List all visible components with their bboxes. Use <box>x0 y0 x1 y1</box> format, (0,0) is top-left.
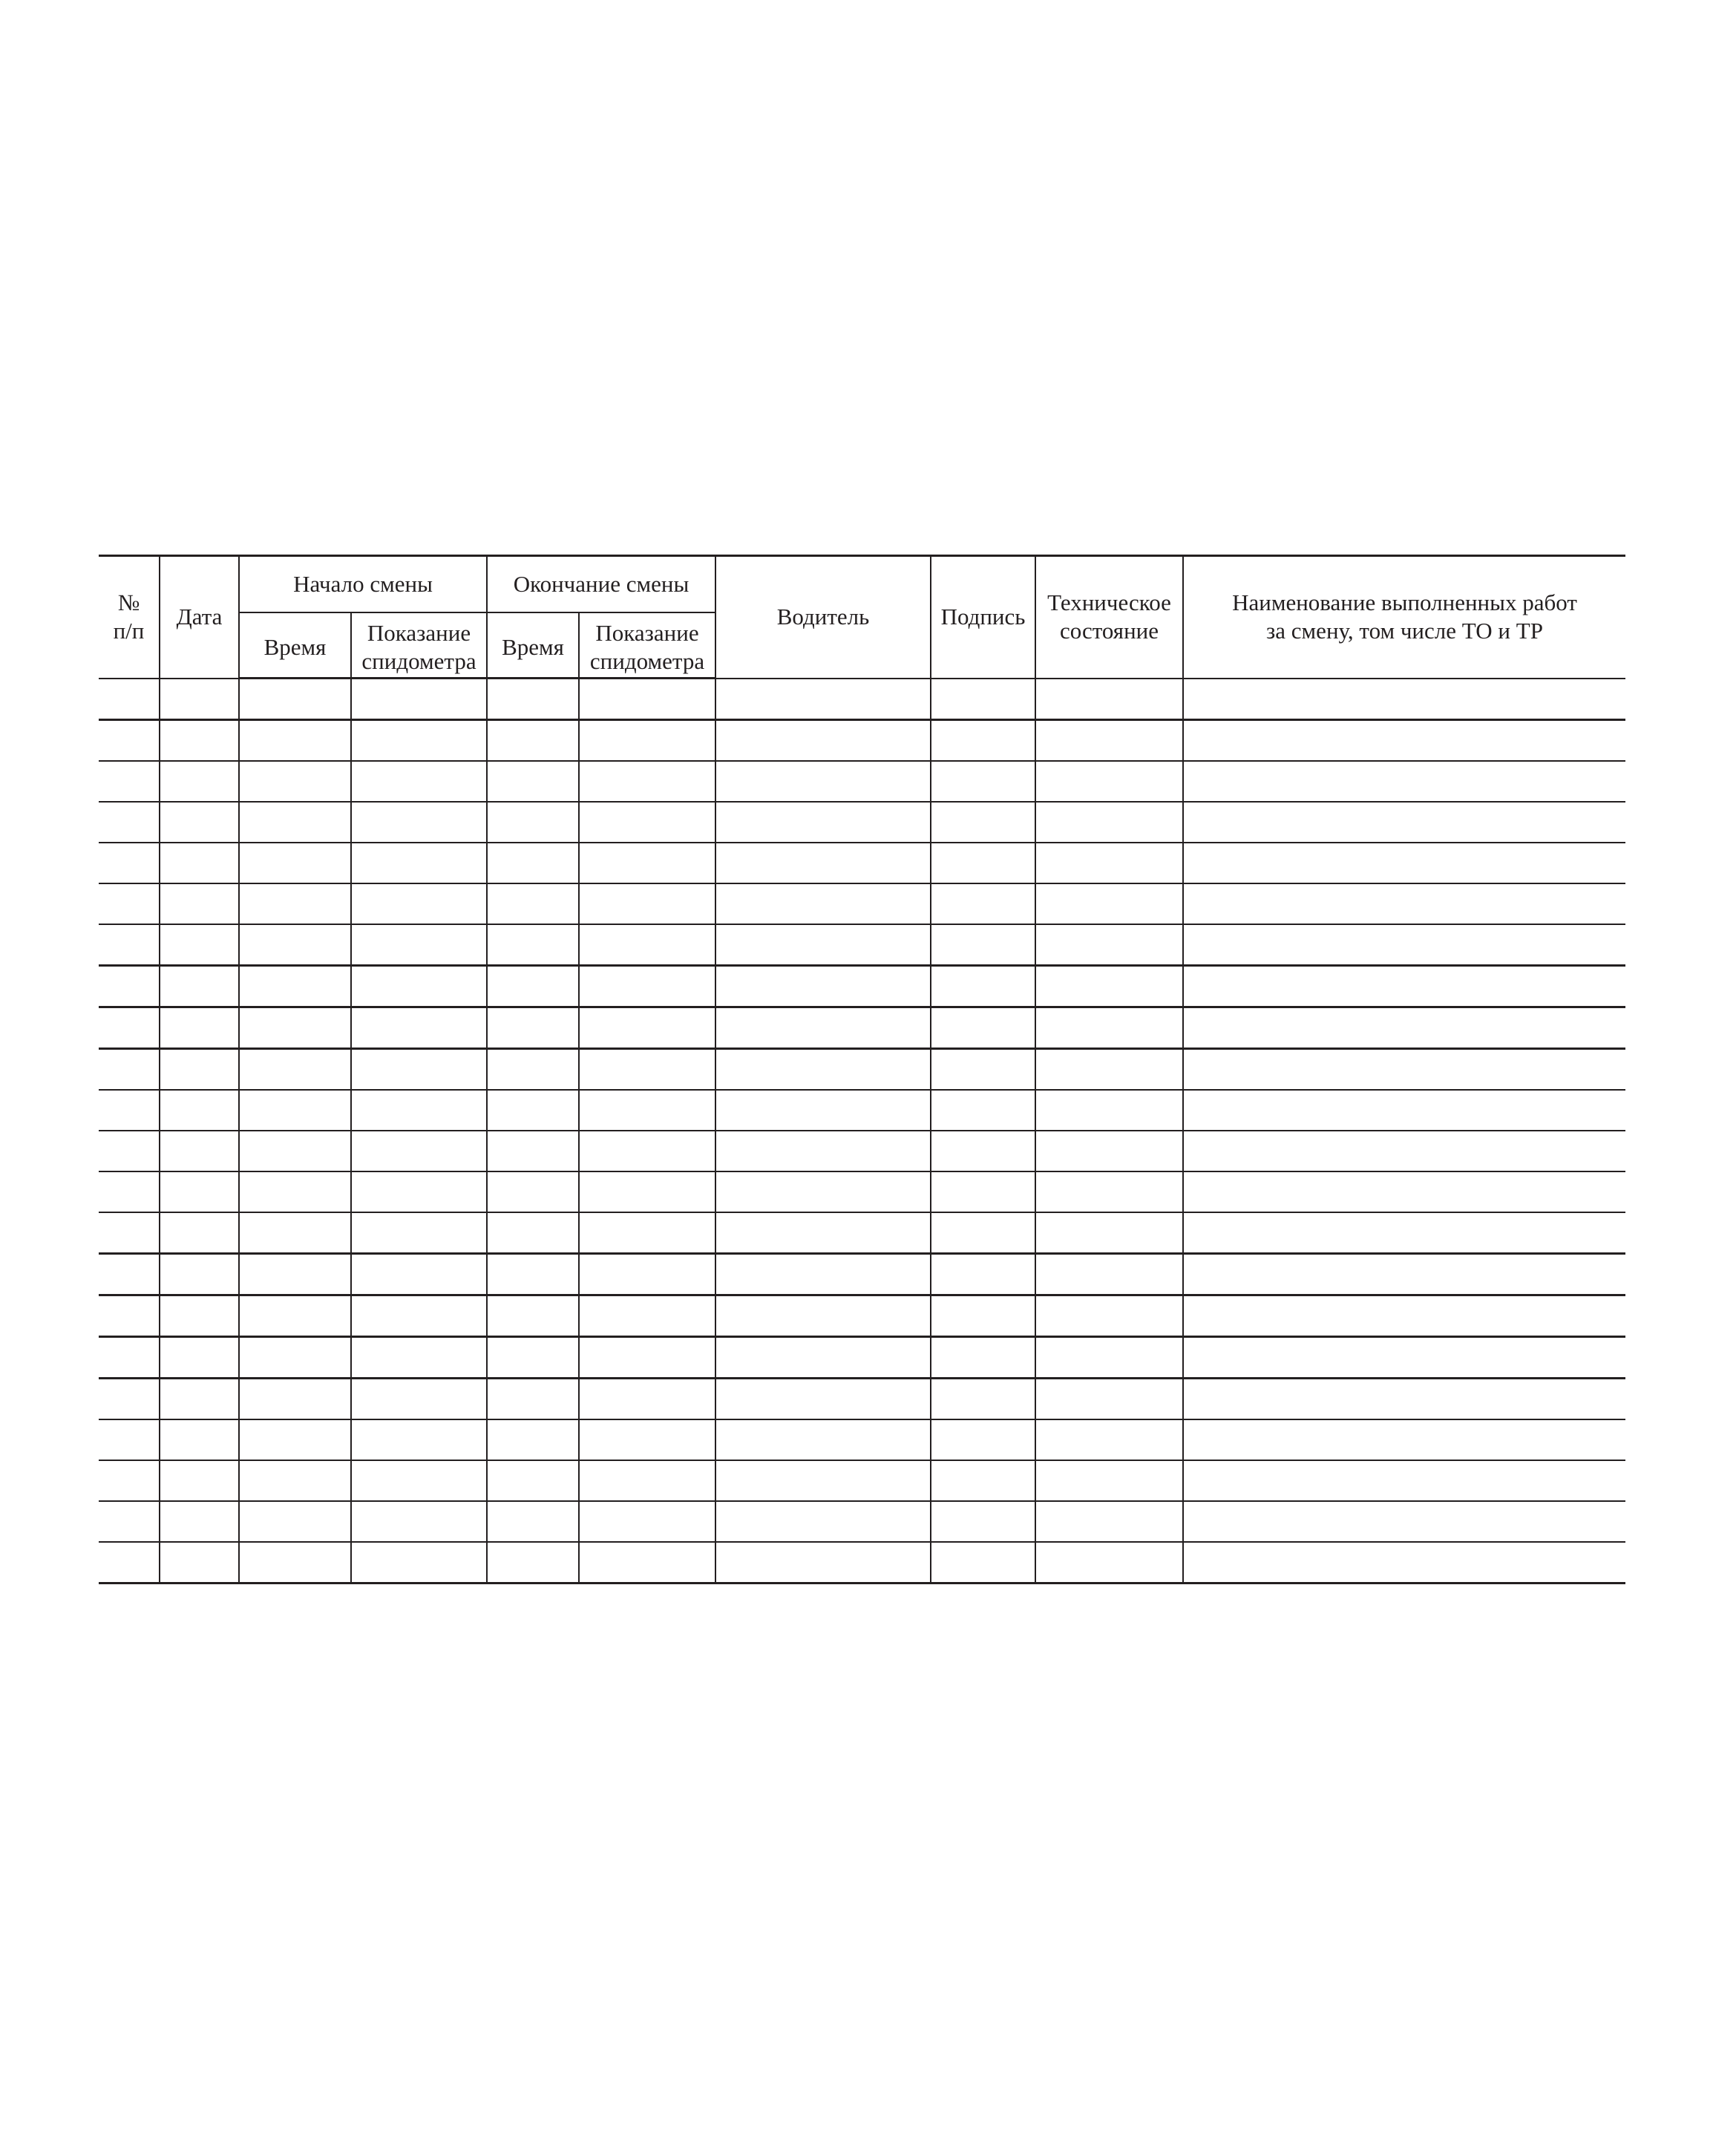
table-cell[interactable] <box>1035 802 1183 843</box>
table-cell[interactable] <box>715 802 931 843</box>
table-cell[interactable] <box>715 1007 931 1049</box>
table-cell[interactable] <box>931 1090 1035 1131</box>
table-cell[interactable] <box>579 843 715 883</box>
table-cell[interactable] <box>351 720 487 762</box>
header-date <box>160 556 239 679</box>
header-end-time-label: Время <box>502 634 564 660</box>
table-cell[interactable] <box>1183 1049 1625 1091</box>
table-cell[interactable] <box>579 1090 715 1131</box>
header-tech-state <box>1035 556 1183 679</box>
header-end-speedometer-line1: Показание <box>595 620 699 646</box>
table-cell[interactable] <box>579 1379 715 1420</box>
table-cell[interactable] <box>160 1295 239 1337</box>
table-cell[interactable] <box>579 1460 715 1501</box>
table-cell[interactable] <box>99 1337 160 1379</box>
header-tech-state-line1: Техническое <box>1047 589 1171 616</box>
table-cell[interactable] <box>351 1171 487 1212</box>
table-cell[interactable] <box>487 1007 579 1049</box>
shift-log-table <box>99 555 1625 1584</box>
table-cell[interactable] <box>99 1419 160 1460</box>
table-cell[interactable] <box>715 1131 931 1171</box>
table-cell[interactable] <box>487 1419 579 1460</box>
table-cell[interactable] <box>715 1049 931 1091</box>
table-row <box>99 1542 1625 1584</box>
table-row <box>99 1419 1625 1460</box>
table-cell[interactable] <box>99 1460 160 1501</box>
table-cell[interactable] <box>99 843 160 883</box>
header-driver-label: Водитель <box>776 604 870 630</box>
table-cell[interactable] <box>931 1460 1035 1501</box>
table-row <box>99 802 1625 843</box>
table-cell[interactable] <box>1183 1254 1625 1295</box>
table-cell[interactable] <box>160 720 239 762</box>
table-cell[interactable] <box>1035 1007 1183 1049</box>
table-cell[interactable] <box>351 679 487 720</box>
header-tech-state-line2: состояние <box>1059 618 1159 644</box>
table-cell[interactable] <box>715 1337 931 1379</box>
table-cell[interactable] <box>1035 883 1183 924</box>
table-cell[interactable] <box>239 1460 351 1501</box>
table-cell[interactable] <box>1035 1212 1183 1254</box>
table-cell[interactable] <box>931 883 1035 924</box>
table-cell[interactable] <box>160 924 239 966</box>
table-cell[interactable] <box>1035 1419 1183 1460</box>
header-signature-label: Подпись <box>940 604 1026 630</box>
table-cell[interactable] <box>239 1090 351 1131</box>
table-cell[interactable] <box>579 1501 715 1542</box>
header-date-label: Дата <box>176 604 223 630</box>
table-cell[interactable] <box>99 1049 160 1091</box>
table-cell[interactable] <box>487 1254 579 1295</box>
table-cell[interactable] <box>160 802 239 843</box>
table-cell[interactable] <box>715 1090 931 1131</box>
table-cell[interactable] <box>579 1007 715 1049</box>
table-cell[interactable] <box>487 679 579 720</box>
table-cell[interactable] <box>487 1501 579 1542</box>
table-cell[interactable] <box>1183 1131 1625 1171</box>
table-cell[interactable] <box>931 1007 1035 1049</box>
table-row <box>99 883 1625 924</box>
table-cell[interactable] <box>351 924 487 966</box>
table-cell[interactable] <box>715 1212 931 1254</box>
table-cell[interactable] <box>160 1542 239 1584</box>
table-cell[interactable] <box>99 1131 160 1171</box>
header-start-speedometer-line1: Показание <box>367 620 471 646</box>
table-row <box>99 761 1625 802</box>
table-cell[interactable] <box>239 1131 351 1171</box>
table-cell[interactable] <box>160 1254 239 1295</box>
table-cell[interactable] <box>99 966 160 1007</box>
table-cell[interactable] <box>931 1419 1035 1460</box>
table-cell[interactable] <box>1183 720 1625 762</box>
table-cell[interactable] <box>160 1007 239 1049</box>
table-cell[interactable] <box>931 1049 1035 1091</box>
table-cell[interactable] <box>931 1171 1035 1212</box>
table-cell[interactable] <box>487 883 579 924</box>
table-cell[interactable] <box>1035 966 1183 1007</box>
table-cell[interactable] <box>99 1090 160 1131</box>
table-cell[interactable] <box>1183 883 1625 924</box>
table-cell[interactable] <box>1035 720 1183 762</box>
table-cell[interactable] <box>160 679 239 720</box>
table-cell[interactable] <box>579 1171 715 1212</box>
table-cell[interactable] <box>351 802 487 843</box>
header-start-time-label: Время <box>263 634 327 660</box>
table-cell[interactable] <box>239 883 351 924</box>
table-cell[interactable] <box>487 1542 579 1584</box>
table-cell[interactable] <box>1183 1295 1625 1337</box>
table-cell[interactable] <box>487 1295 579 1337</box>
table-cell[interactable] <box>351 1337 487 1379</box>
table-cell[interactable] <box>931 1501 1035 1542</box>
table-cell[interactable] <box>487 924 579 966</box>
table-cell[interactable] <box>931 1212 1035 1254</box>
table-row <box>99 1379 1625 1420</box>
table-cell[interactable] <box>1035 1295 1183 1337</box>
table-cell[interactable] <box>487 1379 579 1420</box>
table-cell[interactable] <box>239 802 351 843</box>
table-cell[interactable] <box>931 802 1035 843</box>
table-cell[interactable] <box>931 1131 1035 1171</box>
table-cell[interactable] <box>1035 1337 1183 1379</box>
table-cell[interactable] <box>351 1090 487 1131</box>
table-body <box>99 679 1625 1584</box>
table-cell[interactable] <box>715 843 931 883</box>
table-cell[interactable] <box>715 761 931 802</box>
table-cell[interactable] <box>1183 679 1625 720</box>
table-cell[interactable] <box>239 1542 351 1584</box>
table-cell[interactable] <box>715 1379 931 1420</box>
table-cell[interactable] <box>239 720 351 762</box>
header-number <box>99 556 160 679</box>
table-cell[interactable] <box>931 1379 1035 1420</box>
table-row <box>99 1212 1625 1254</box>
table-cell[interactable] <box>351 1501 487 1542</box>
table-cell[interactable] <box>239 1254 351 1295</box>
table-cell[interactable] <box>1183 1542 1625 1584</box>
table-cell[interactable] <box>931 761 1035 802</box>
table-cell[interactable] <box>239 924 351 966</box>
table-row <box>99 843 1625 883</box>
table-cell[interactable] <box>487 1090 579 1131</box>
table-cell[interactable] <box>487 802 579 843</box>
table-row <box>99 1254 1625 1295</box>
table-cell[interactable] <box>160 1049 239 1091</box>
table-cell[interactable] <box>579 1049 715 1091</box>
table-cell[interactable] <box>931 1542 1035 1584</box>
table-cell[interactable] <box>715 1460 931 1501</box>
table-cell[interactable] <box>487 1460 579 1501</box>
header-start-speedometer <box>351 612 487 679</box>
table-cell[interactable] <box>99 1007 160 1049</box>
table-cell[interactable] <box>1035 1090 1183 1131</box>
table-cell[interactable] <box>239 1379 351 1420</box>
table-cell[interactable] <box>239 1212 351 1254</box>
table-cell[interactable] <box>1183 1171 1625 1212</box>
table-cell[interactable] <box>351 1460 487 1501</box>
table-cell[interactable] <box>351 1254 487 1295</box>
table-cell[interactable] <box>579 1131 715 1171</box>
table-cell[interactable] <box>1035 1131 1183 1171</box>
table-cell[interactable] <box>579 924 715 966</box>
table-cell[interactable] <box>487 1171 579 1212</box>
table-cell[interactable] <box>931 679 1035 720</box>
table-cell[interactable] <box>351 1049 487 1091</box>
table-cell[interactable] <box>715 1171 931 1212</box>
table-cell[interactable] <box>1183 1460 1625 1501</box>
table-cell[interactable] <box>715 720 931 762</box>
table-row <box>99 1171 1625 1212</box>
table-cell[interactable] <box>351 761 487 802</box>
header-end-speedometer <box>579 612 715 679</box>
header-end-speedometer-line2: спидометра <box>589 648 705 674</box>
table-cell[interactable] <box>579 720 715 762</box>
table-row <box>99 1295 1625 1337</box>
table-cell[interactable] <box>239 1171 351 1212</box>
header-shift-start-label: Начало смены <box>293 571 433 597</box>
table-cell[interactable] <box>1035 1460 1183 1501</box>
table-cell[interactable] <box>487 1049 579 1091</box>
table-cell[interactable] <box>715 924 931 966</box>
table-cell[interactable] <box>579 1419 715 1460</box>
table-cell[interactable] <box>1035 1049 1183 1091</box>
header-start-time <box>239 612 351 679</box>
header-works-line2: за смену, том числе ТО и ТР <box>1266 618 1543 644</box>
header-start-speedometer-line2: спидометра <box>361 648 476 674</box>
table-cell[interactable] <box>1035 761 1183 802</box>
table-cell[interactable] <box>931 843 1035 883</box>
table-row <box>99 1090 1625 1131</box>
table-cell[interactable] <box>99 1212 160 1254</box>
table-cell[interactable] <box>99 1254 160 1295</box>
table-cell[interactable] <box>1183 1212 1625 1254</box>
table-cell[interactable] <box>160 883 239 924</box>
table-cell[interactable] <box>715 883 931 924</box>
table-cell[interactable] <box>351 843 487 883</box>
table-cell[interactable] <box>579 1337 715 1379</box>
header-works-line1: Наименование выполненных работ <box>1232 589 1577 616</box>
table-cell[interactable] <box>160 1337 239 1379</box>
table-cell[interactable] <box>715 966 931 1007</box>
table-cell[interactable] <box>1035 1379 1183 1420</box>
table-row <box>99 1131 1625 1171</box>
header-number-line2: п/п <box>113 618 145 644</box>
table-cell[interactable] <box>99 1295 160 1337</box>
table-cell[interactable] <box>160 1171 239 1212</box>
table-cell[interactable] <box>1183 924 1625 966</box>
table-cell[interactable] <box>931 1337 1035 1379</box>
header-driver <box>715 556 931 679</box>
table-cell[interactable] <box>160 761 239 802</box>
table-cell[interactable] <box>160 1090 239 1131</box>
table-cell[interactable] <box>931 966 1035 1007</box>
table-cell[interactable] <box>1183 1501 1625 1542</box>
table-cell[interactable] <box>1183 1090 1625 1131</box>
header-signature <box>931 556 1035 679</box>
table-cell[interactable] <box>715 1419 931 1460</box>
table-row <box>99 679 1625 720</box>
table-cell[interactable] <box>487 966 579 1007</box>
table-cell[interactable] <box>351 1007 487 1049</box>
table-cell[interactable] <box>931 720 1035 762</box>
table-cell[interactable] <box>160 1501 239 1542</box>
table-cell[interactable] <box>931 924 1035 966</box>
table-cell[interactable] <box>99 1379 160 1420</box>
table-cell[interactable] <box>1035 843 1183 883</box>
table-cell[interactable] <box>579 1542 715 1584</box>
table-cell[interactable] <box>715 1542 931 1584</box>
table-cell[interactable] <box>239 1337 351 1379</box>
table-cell[interactable] <box>1183 1337 1625 1379</box>
table-cell[interactable] <box>160 843 239 883</box>
table-cell[interactable] <box>579 1254 715 1295</box>
table-cell[interactable] <box>579 761 715 802</box>
table-cell[interactable] <box>715 679 931 720</box>
table-cell[interactable] <box>160 1131 239 1171</box>
table-cell[interactable] <box>487 1131 579 1171</box>
table-cell[interactable] <box>99 761 160 802</box>
table-row <box>99 1460 1625 1501</box>
table-cell[interactable] <box>1183 1007 1625 1049</box>
table-cell[interactable] <box>487 720 579 762</box>
table-cell[interactable] <box>160 1212 239 1254</box>
table-cell[interactable] <box>239 1419 351 1460</box>
table-cell[interactable] <box>160 1460 239 1501</box>
table-cell[interactable] <box>579 1295 715 1337</box>
table-cell[interactable] <box>1183 802 1625 843</box>
table-cell[interactable] <box>351 1419 487 1460</box>
table-cell[interactable] <box>579 802 715 843</box>
table-cell[interactable] <box>579 1212 715 1254</box>
table-cell[interactable] <box>99 1501 160 1542</box>
table-row <box>99 1049 1625 1091</box>
table-cell[interactable] <box>487 1337 579 1379</box>
table-cell[interactable] <box>239 761 351 802</box>
table-cell[interactable] <box>351 966 487 1007</box>
header-shift-start <box>239 556 487 613</box>
table-cell[interactable] <box>160 1379 239 1420</box>
table-cell[interactable] <box>99 924 160 966</box>
table-cell[interactable] <box>160 1419 239 1460</box>
table-cell[interactable] <box>715 1254 931 1295</box>
table-cell[interactable] <box>1035 679 1183 720</box>
table-cell[interactable] <box>1035 1501 1183 1542</box>
header-number-line1: № <box>117 589 140 616</box>
table-cell[interactable] <box>239 843 351 883</box>
table-cell[interactable] <box>239 1049 351 1091</box>
table-row <box>99 720 1625 762</box>
header-end-time <box>487 612 579 679</box>
header-works <box>1183 556 1625 679</box>
table-cell[interactable] <box>579 883 715 924</box>
table-cell[interactable] <box>1035 1542 1183 1584</box>
table-cell[interactable] <box>351 1212 487 1254</box>
table-cell[interactable] <box>160 966 239 1007</box>
table-cell[interactable] <box>239 1295 351 1337</box>
table-row <box>99 1007 1625 1049</box>
table-cell[interactable] <box>351 1295 487 1337</box>
table-cell[interactable] <box>99 720 160 762</box>
table-cell[interactable] <box>351 1379 487 1420</box>
table-cell[interactable] <box>351 883 487 924</box>
header-shift-end <box>487 556 715 613</box>
table-cell[interactable] <box>1183 1379 1625 1420</box>
table-cell[interactable] <box>487 1212 579 1254</box>
table-cell[interactable] <box>239 966 351 1007</box>
header-shift-end-label: Окончание смены <box>513 571 690 597</box>
table-header <box>99 556 1625 679</box>
table-cell[interactable] <box>1183 843 1625 883</box>
table-cell[interactable] <box>487 761 579 802</box>
table-cell[interactable] <box>239 679 351 720</box>
table-row <box>99 1337 1625 1379</box>
table-cell[interactable] <box>1035 924 1183 966</box>
table-cell[interactable] <box>239 1501 351 1542</box>
table-cell[interactable] <box>1183 966 1625 1007</box>
table-cell[interactable] <box>579 679 715 720</box>
table-cell[interactable] <box>351 1131 487 1171</box>
table-cell[interactable] <box>579 966 715 1007</box>
table-row <box>99 1501 1625 1542</box>
table-cell[interactable] <box>99 679 160 720</box>
table-cell[interactable] <box>715 1295 931 1337</box>
table-cell[interactable] <box>99 1542 160 1584</box>
table-cell[interactable] <box>239 1007 351 1049</box>
table-cell[interactable] <box>1035 1171 1183 1212</box>
table-cell[interactable] <box>487 843 579 883</box>
table-cell[interactable] <box>99 883 160 924</box>
table-cell[interactable] <box>99 1171 160 1212</box>
table-row <box>99 924 1625 966</box>
table-row <box>99 966 1625 1007</box>
table-cell[interactable] <box>1183 761 1625 802</box>
table-cell[interactable] <box>931 1295 1035 1337</box>
table-cell[interactable] <box>351 1542 487 1584</box>
table-cell[interactable] <box>1035 1254 1183 1295</box>
table-cell[interactable] <box>1183 1419 1625 1460</box>
table-cell[interactable] <box>99 802 160 843</box>
table-cell[interactable] <box>715 1501 931 1542</box>
table-cell[interactable] <box>931 1254 1035 1295</box>
